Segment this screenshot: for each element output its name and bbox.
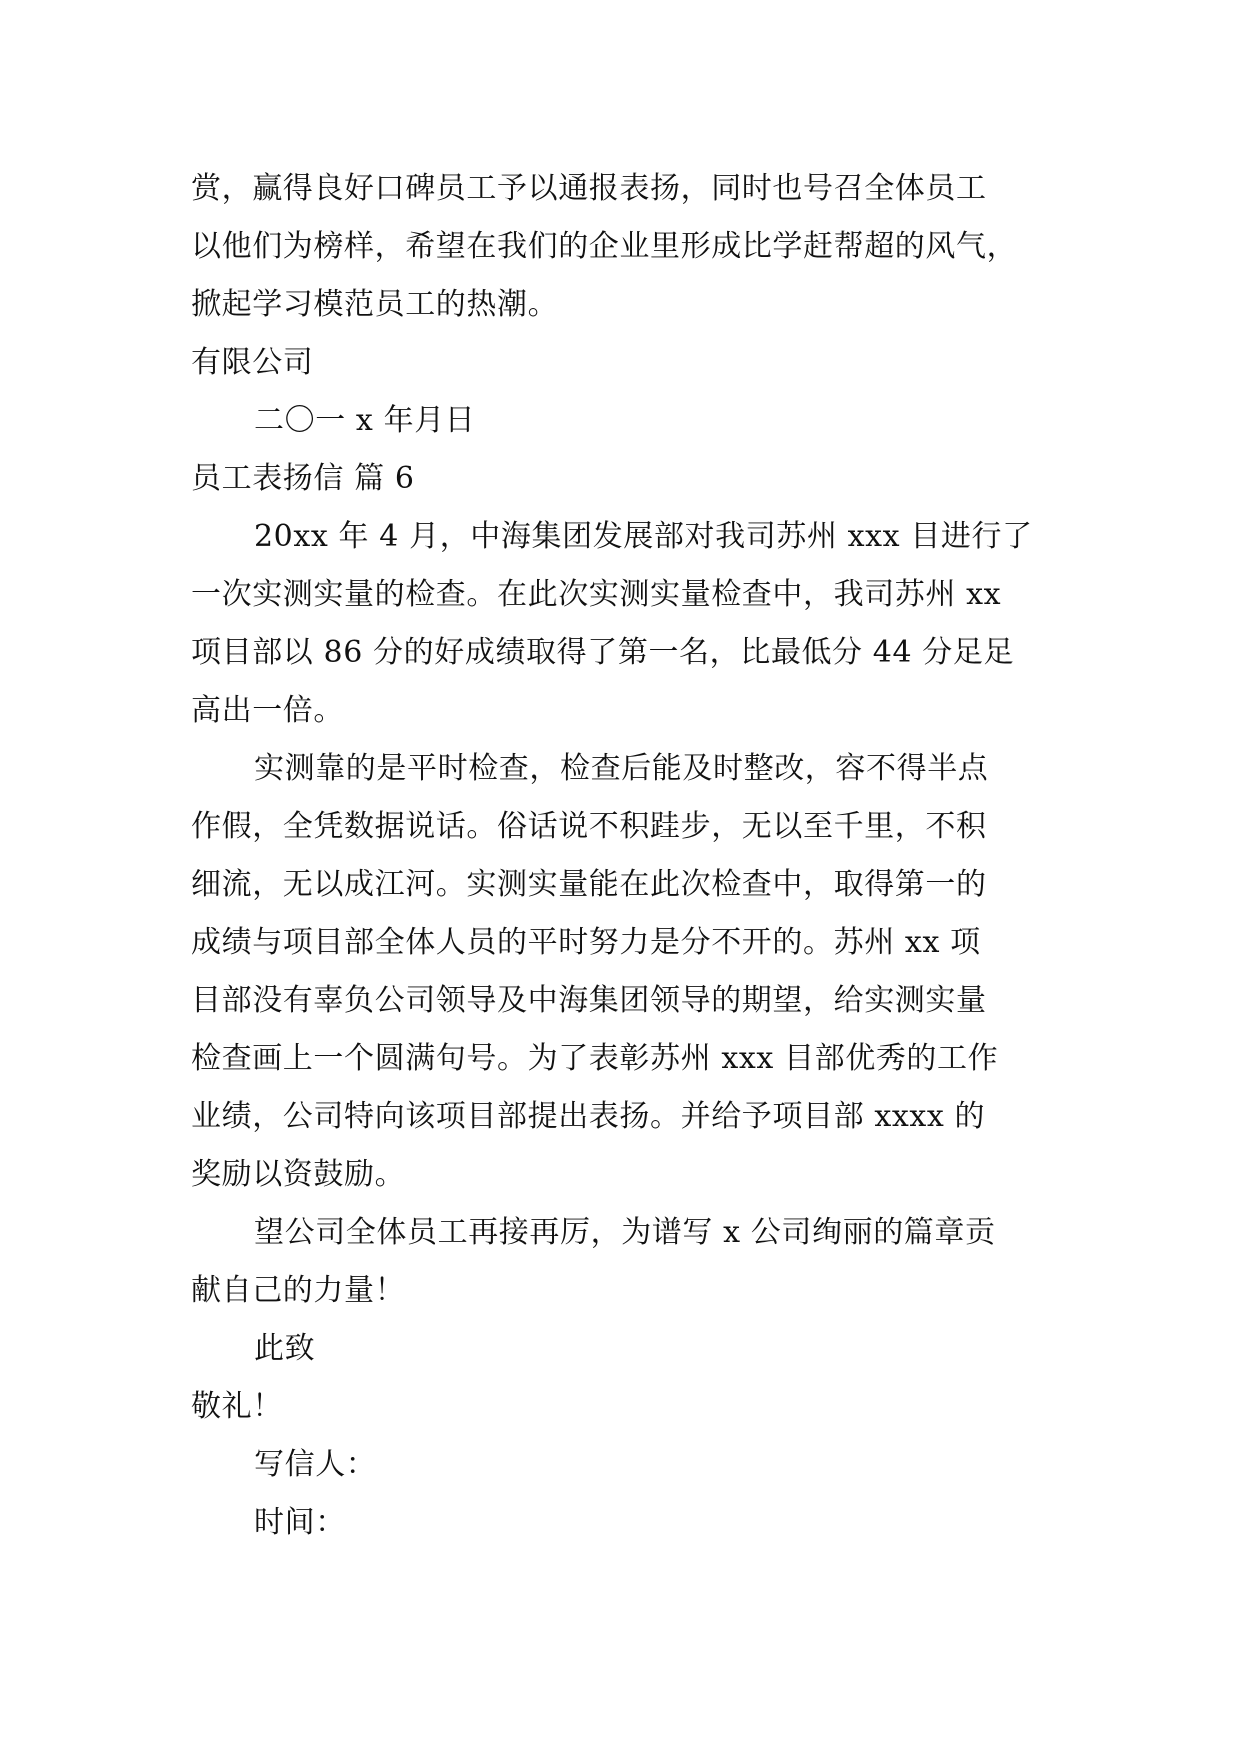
paragraph-line: 作假，全凭数据说话。俗话说不积跬步，无以至千里，不积 [191, 809, 987, 844]
body-line: 以他们为榜样，希望在我们的企业里形成比学赶帮超的风气， [191, 229, 1018, 264]
section-heading: 员工表扬信 篇 6 [191, 461, 415, 496]
time-label: 时间： [254, 1505, 346, 1540]
company-name: 有限公司 [191, 345, 314, 380]
paragraph-line: 目部没有辜负公司领导及中海集团领导的期望，给实测实量 [191, 983, 987, 1018]
paragraph-line: 20xx 年 4 月，中海集团发展部对我司苏州 xxx 目进行了 [254, 519, 1033, 554]
letter-date: 二〇一 x 年月日 [254, 403, 476, 438]
paragraph-line: 成绩与项目部全体人员的平时努力是分不开的。苏州 xx 项 [191, 925, 981, 960]
paragraph-line: 高出一倍。 [191, 693, 344, 728]
paragraph-line: 实测靠的是平时检查，检查后能及时整改，容不得半点 [254, 751, 989, 786]
body-line: 掀起学习模范员工的热潮。 [191, 287, 559, 322]
paragraph-line: 检查画上一个圆满句号。为了表彰苏州 xxx 目部优秀的工作 [191, 1041, 999, 1076]
closing-salutation: 此致 [254, 1331, 316, 1366]
paragraph-line: 献自己的力量！ [191, 1273, 406, 1308]
writer-label: 写信人： [254, 1447, 377, 1482]
paragraph-line: 细流，无以成江河。实测实量能在此次检查中，取得第一的 [191, 867, 987, 902]
letter-body [191, 160, 1061, 1552]
paragraph-line: 奖励以资鼓励。 [191, 1157, 406, 1192]
paragraph-line: 一次实测实量的检查。在此次实测实量检查中，我司苏州 xx [191, 577, 1002, 612]
body-line: 赏，赢得良好口碑员工予以通报表扬，同时也号召全体员工 [191, 171, 987, 206]
paragraph-line: 项目部以 86 分的好成绩取得了第一名，比最低分 44 分足足 [191, 635, 1015, 670]
paragraph-line: 业绩，公司特向该项目部提出表扬。并给予项目部 xxxx 的 [191, 1099, 986, 1134]
paragraph-line: 望公司全体员工再接再厉，为谱写 x 公司绚丽的篇章贡 [254, 1215, 996, 1250]
closing-regards: 敬礼！ [191, 1389, 283, 1424]
